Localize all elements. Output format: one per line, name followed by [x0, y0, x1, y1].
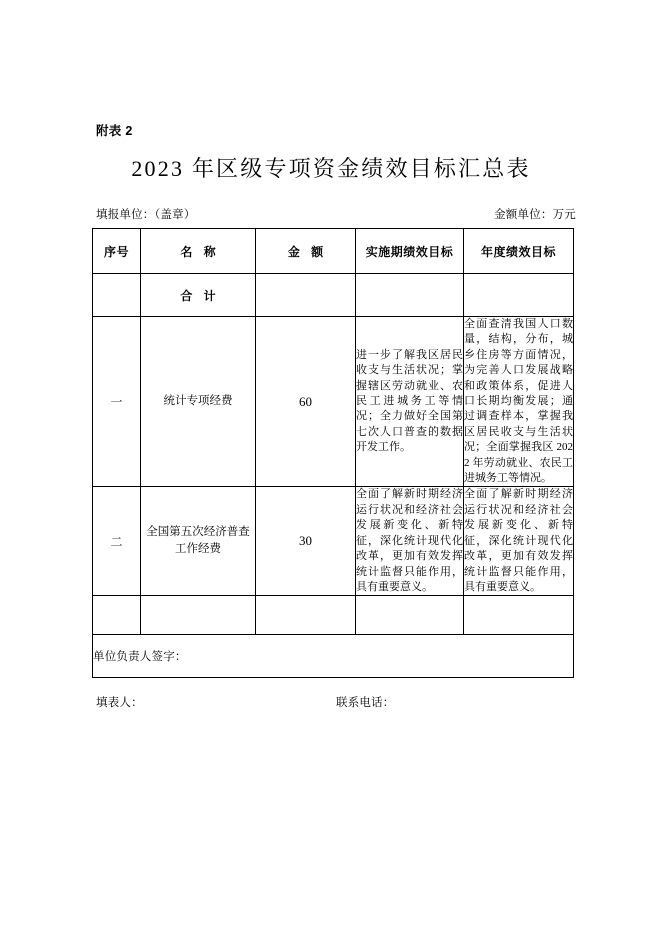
- preparer-label: 填表人：: [96, 697, 143, 709]
- row-amount-cell: 30: [256, 487, 356, 596]
- row-year-goal-cell: 全面查清我国人口数量，结构，分布，城乡住房等方面情况，为完善人口发展战略和政策体系，促进人口长期均衡发展；通过调查样本，掌握我区居民收支与生活状况；全面掌握我区 2022 年劳动就业、农民工进城务工等情况。: [464, 317, 574, 487]
- total-year-goal-cell: [464, 274, 574, 317]
- performance-goal-table: [92, 228, 574, 678]
- total-label-cell: 合 计: [141, 274, 256, 317]
- table-row: [93, 317, 574, 487]
- attachment-label: 附表 2: [96, 124, 133, 138]
- row-name-cell: 全国第五次经济普查工作经费: [141, 487, 256, 596]
- row-year-goal-cell: 全面了解新时期经济运行状况和经济社会发展新变化、新特征，深化统计现代化改革，更加有效发挥统计监督只能作用，具有重要意义。: [464, 487, 574, 596]
- reporting-unit-label: 填报单位：（盖章）: [96, 209, 196, 221]
- row-seq-cell: 一: [93, 317, 141, 487]
- table-row: [93, 596, 574, 635]
- column-header-seq: 序号: [93, 229, 141, 274]
- row-seq-cell: [93, 596, 141, 635]
- column-header-amount: 金 额: [256, 229, 356, 274]
- row-seq-cell: 二: [93, 487, 141, 596]
- signature-label: 单位负责人签字：: [93, 635, 574, 678]
- table-row-total: [93, 274, 574, 317]
- total-amount-cell: [256, 274, 356, 317]
- row-impl-goal-cell: 进一步了解我区居民收支与生活状况；掌握辖区劳动就业、农民工进城务工等情况；全力做好全国第七次人口普查的数据开发工作。: [356, 317, 464, 487]
- meta-row: [96, 206, 576, 222]
- row-amount-cell: [256, 596, 356, 635]
- row-name-cell: 统计专项经费: [141, 317, 256, 487]
- total-impl-goal-cell: [356, 274, 464, 317]
- column-header-impl-goal: 实施期绩效目标: [356, 229, 464, 274]
- column-header-name: 名 称: [141, 229, 256, 274]
- column-header-year-goal: 年度绩效目标: [464, 229, 574, 274]
- amount-unit-label: 金额单位：万元: [494, 209, 576, 221]
- table-header-row: [93, 229, 574, 274]
- signature-row: [93, 635, 574, 678]
- row-impl-goal-cell: [356, 596, 464, 635]
- page-title: 2023 年区级专项资金绩效目标汇总表: [131, 156, 531, 181]
- row-year-goal-cell: [464, 596, 574, 635]
- total-seq-cell: [93, 274, 141, 317]
- contact-label: 联系电话：: [336, 697, 395, 709]
- row-amount-cell: 60: [256, 317, 356, 487]
- table-row: [93, 487, 574, 596]
- row-impl-goal-cell: 全面了解新时期经济运行状况和经济社会发展新变化、新特征，深化统计现代化改革，更加有效发挥统计监督只能作用，具有重要意义。: [356, 487, 464, 596]
- row-name-cell: [141, 596, 256, 635]
